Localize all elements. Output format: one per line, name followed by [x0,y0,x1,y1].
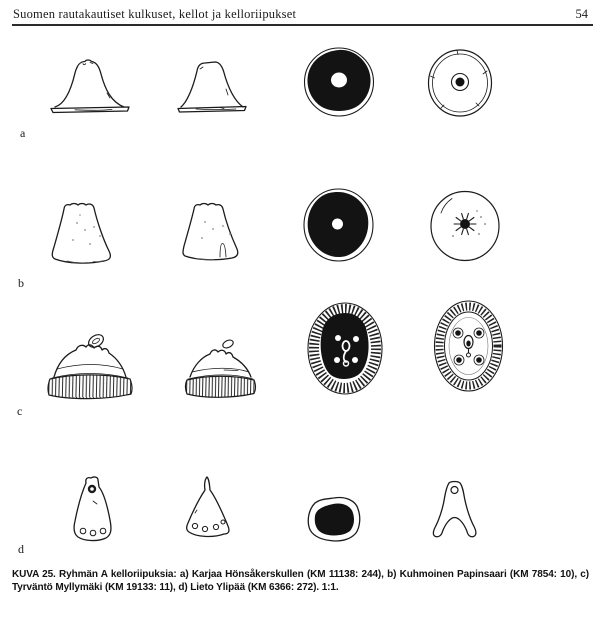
bell-c-profile-left-icon [44,331,136,402]
figure-row-label-d: d [18,542,24,556]
figure-caption: KUVA 25. Ryhmän A kelloriipuksia: a) Karjaa Hönsåkerskullen (KM 11138: 244), b) Kuhmoinen Papinsaari (KM 7854: 10), c) Tyrväntö Myllymäki (KM 19133: 11), d) Lieto Ylipää (KM 6366: 272). 1:1. [12,569,589,593]
pendant-d-back-view-icon [431,480,478,539]
figure-row-label-a: a [20,126,26,140]
figure-row-label-c: c [17,404,23,418]
bell-c-bottom-view-icon [305,301,385,396]
bell-b-top-view-icon [428,189,502,263]
bell-b-bottom-view-icon [302,187,375,264]
pendant-d-side-view-icon [183,476,233,539]
bell-b-profile-right-icon [180,200,249,263]
figure-plate [0,26,600,566]
figure-row-label-b: b [18,276,24,290]
page-header [13,7,588,23]
bell-b-profile-left-icon [49,199,127,266]
bell-a-profile-left-icon [50,55,130,117]
pendant-d-front-view-icon [73,476,115,544]
bell-c-profile-right-icon [182,337,260,399]
bell-c-top-view-icon [432,299,505,393]
bell-a-bottom-view-icon [303,46,375,118]
bell-a-profile-right-icon [176,57,248,115]
bell-a-top-view-icon [427,48,493,118]
page-number: 54 [575,7,588,21]
pendant-d-bottom-view-icon [306,495,362,542]
running-title: Suomen rautakautiset kulkuset, kellot ja kelloriipukset [13,7,297,21]
